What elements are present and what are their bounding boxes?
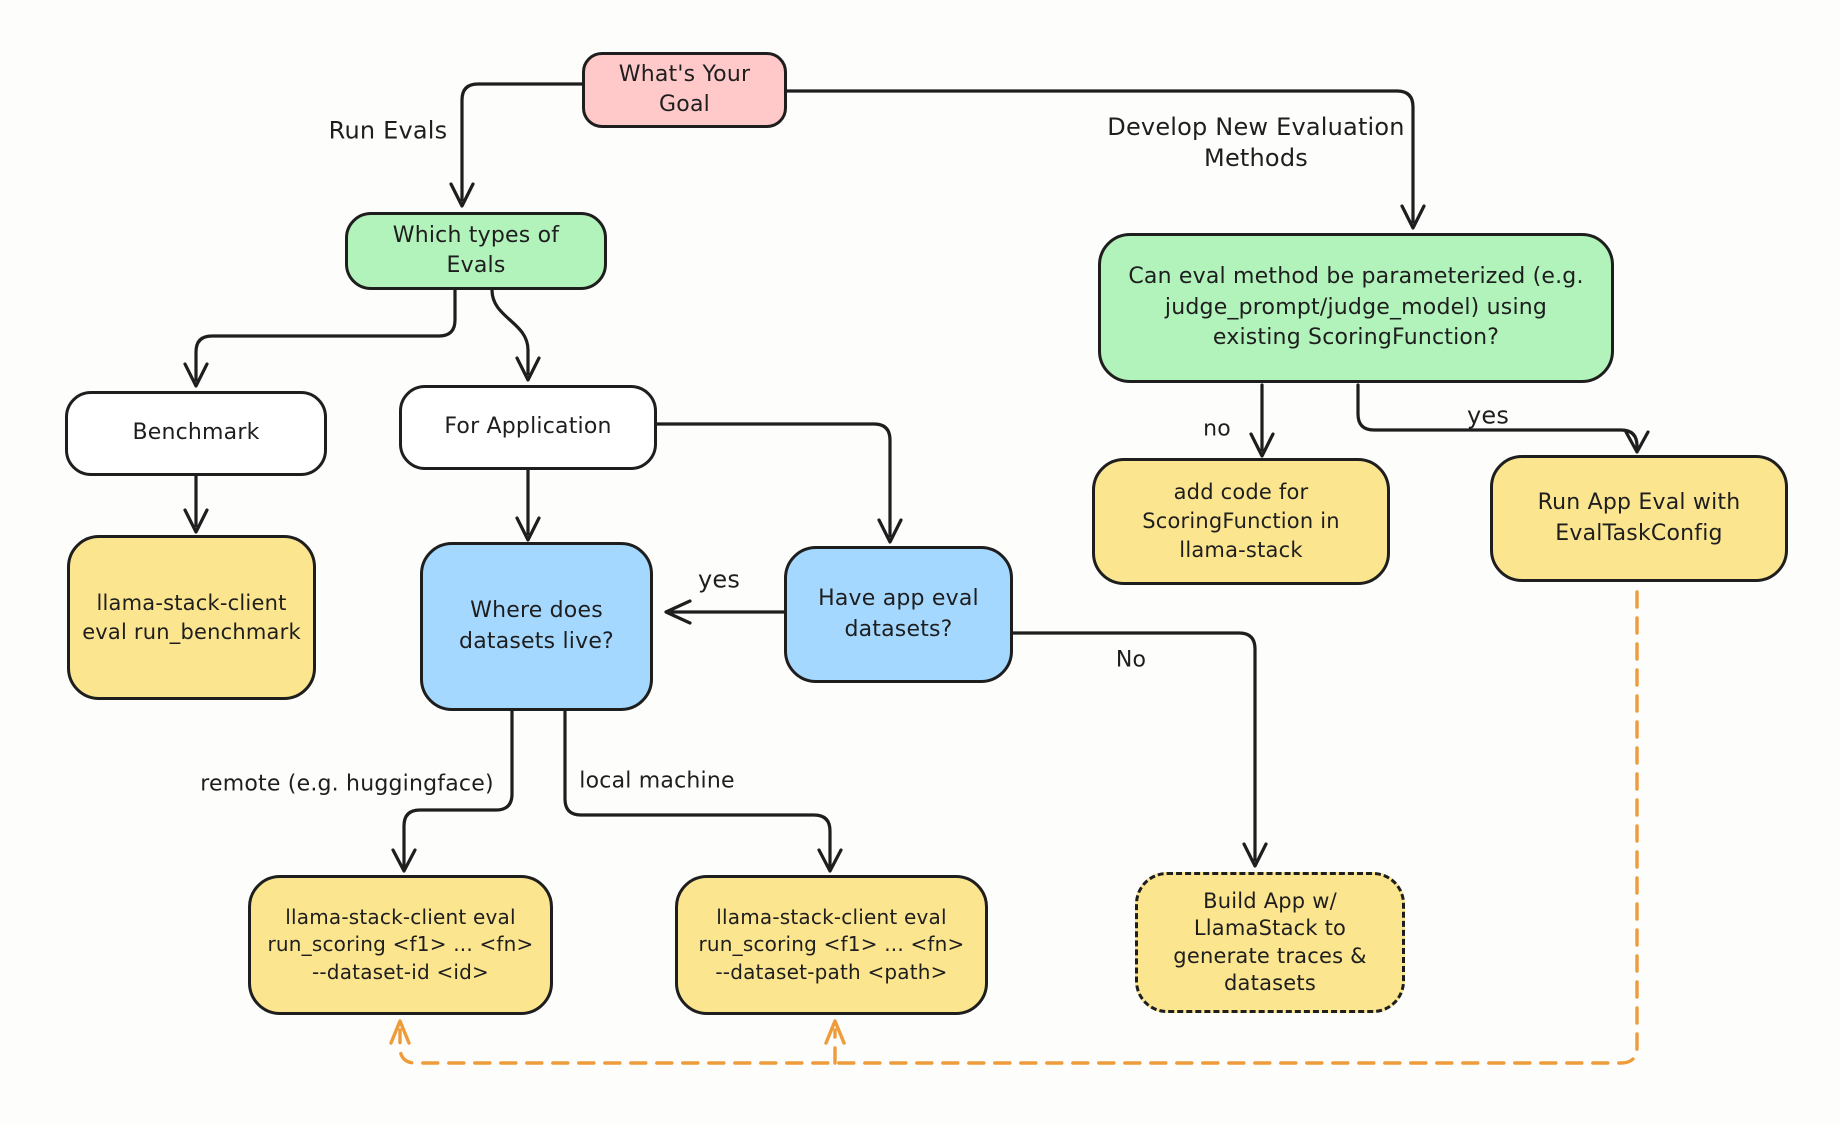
node-run-scoring-dataset-id: llama-stack-client eval run_scoring <f1> ... <fn> --dataset-id <id> xyxy=(248,875,553,1015)
arrowhead-parameterized-to-add-code xyxy=(1251,434,1273,456)
node-run-app-eval-with-evaltaskconfig: Run App Eval with EvalTaskConfig xyxy=(1490,455,1788,582)
edge-label-remote-huggingface: remote (e.g. huggingface) xyxy=(200,771,494,797)
node-have-app-eval-datasets: Have app eval datasets? xyxy=(784,546,1013,683)
edge-label-local-machine: local machine xyxy=(579,768,735,794)
edge-which-types-to-benchmark xyxy=(196,290,455,380)
node-run-scoring-dataset-path: llama-stack-client eval run_scoring <f1> ... <fn> --dataset-path <path> xyxy=(675,875,988,1015)
node-for-application: For Application xyxy=(399,385,657,470)
arrowhead-where-datasets-to-run-scoring-path xyxy=(819,850,841,871)
arrowhead-feedback-to-run-scoring-id xyxy=(391,1021,409,1043)
edge-goal-to-which-types xyxy=(462,84,582,200)
node-build-app-with-llamastack: Build App w/ LlamaStack to generate traces & datasets xyxy=(1135,872,1405,1013)
arrowhead-for-application-to-where-datasets xyxy=(517,518,539,540)
arrowhead-which-types-to-for-application xyxy=(517,358,539,380)
arrowhead-where-datasets-to-run-scoring-id xyxy=(393,850,415,871)
edge-label-yes-mid: yes xyxy=(697,565,741,594)
node-whats-your-goal: What's Your Goal xyxy=(582,52,787,128)
node-can-eval-method-be-parameterized: Can eval method be parameterized (e.g. judge_prompt/judge_model) using existing ScoringFunction? xyxy=(1098,233,1614,383)
edge-label-no-mid: No xyxy=(1115,647,1147,673)
node-which-types-of-evals: Which types of Evals xyxy=(345,212,607,290)
node-benchmark: Benchmark xyxy=(65,391,327,476)
edge-label-develop-new-evaluation-methods: Develop New Evaluation Methods xyxy=(1107,112,1405,172)
arrowhead-which-types-to-benchmark xyxy=(185,364,207,386)
node-where-does-datasets-live: Where does datasets live? xyxy=(420,542,653,711)
node-run-benchmark-command: llama-stack-client eval run_benchmark xyxy=(67,535,316,700)
arrowhead-have-datasets-to-where-datasets xyxy=(666,601,690,623)
arrowhead-for-application-to-have-datasets xyxy=(879,520,901,542)
edge-for-application-to-have-datasets xyxy=(657,424,890,536)
arrowhead-goal-to-which-types xyxy=(451,184,473,206)
edge-label-run-evals: Run Evals xyxy=(328,116,448,145)
arrowhead-have-datasets-to-build-app xyxy=(1244,844,1266,866)
arrowhead-parameterized-to-run-app-eval xyxy=(1626,432,1648,452)
node-add-code-for-scoringfunction: add code for ScoringFunction in llama-stack xyxy=(1092,458,1390,585)
arrowhead-benchmark-to-run-benchmark xyxy=(185,510,207,532)
edge-label-yes-right: yes xyxy=(1466,401,1510,430)
edge-which-types-to-for-application xyxy=(492,290,528,374)
arrowhead-feedback-to-run-scoring-path xyxy=(826,1021,844,1043)
edge-label-no-right: no xyxy=(1203,416,1231,442)
arrowhead-goal-to-parameterized xyxy=(1402,206,1424,228)
